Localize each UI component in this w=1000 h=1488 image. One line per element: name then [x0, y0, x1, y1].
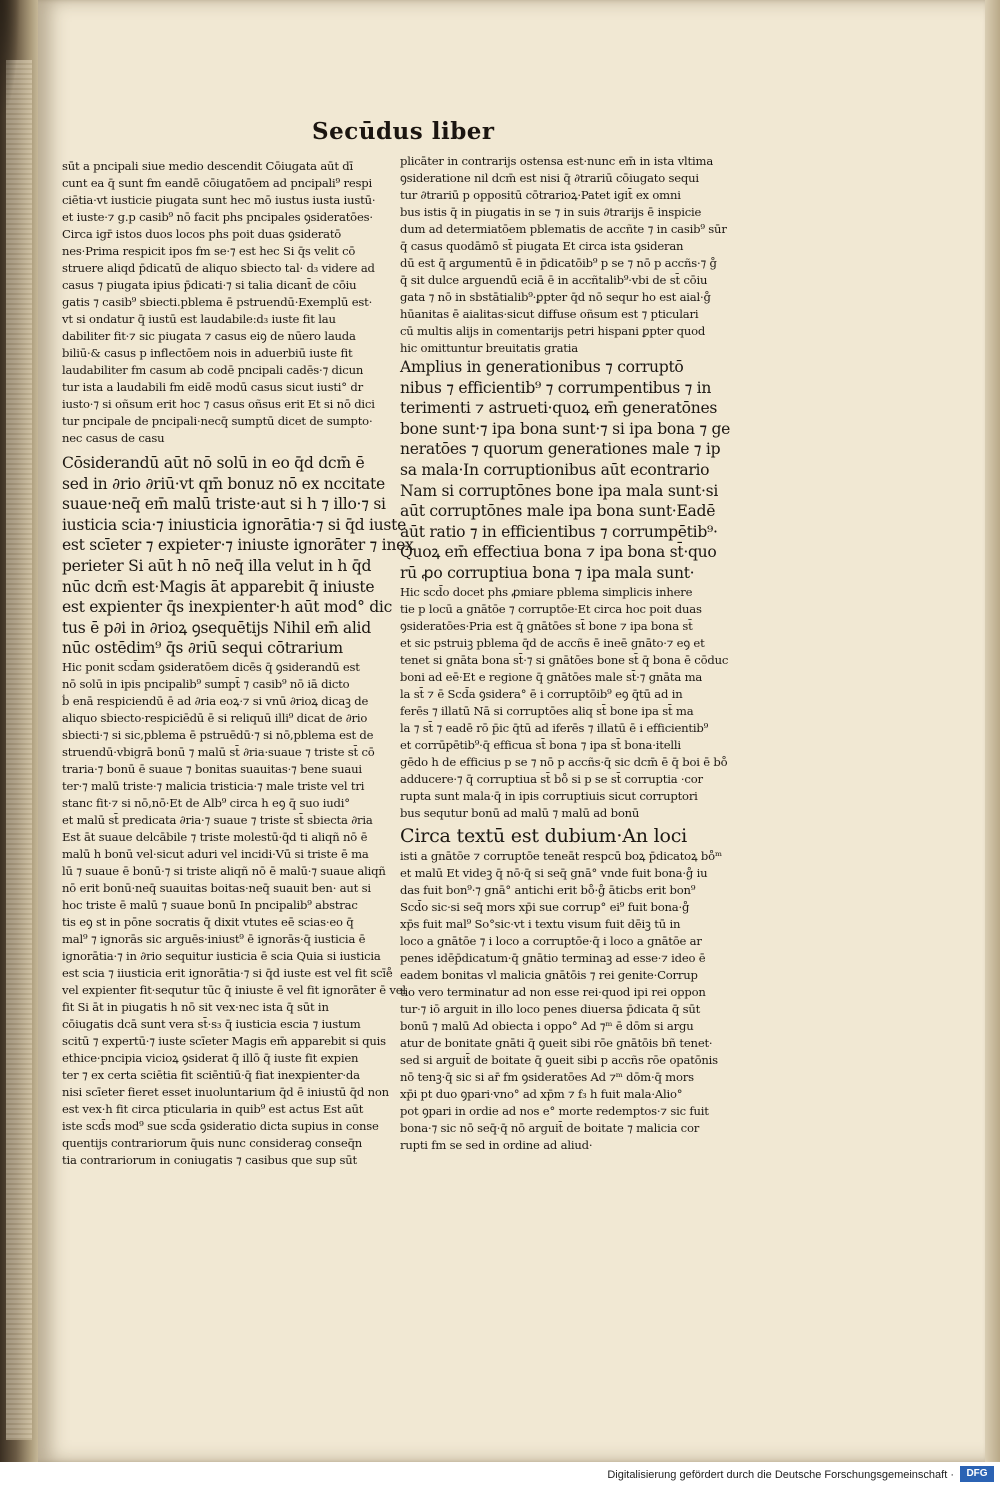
text-line: rū ꝓo corruptiua bona ⁊ ipa mala sunt· [400, 563, 695, 582]
right-block-small-2 [400, 584, 774, 822]
text-line: nibus ⁊ efficientib⁹ ⁊ corrumpentibus ⁊ in [400, 378, 712, 397]
text-line: nes·Prima respicit ipos fm se·⁊ est hec Si q̄s velit cō [62, 244, 356, 258]
running-head: Secūdus liber [312, 118, 495, 145]
text-line: eadem bonitas vl malicia gnātōis ⁊ rei genite·Corrup [400, 967, 698, 982]
text-line: laudabiliter fm casum ab codē pncipali cadēs·⁊ dicun [62, 363, 364, 377]
text-line: aliquo sbiecto·respiciēdū ē si reliquū illi⁹ dicat de ∂rio [62, 710, 368, 725]
footer-credit: Digitalisierung gefördert durch die Deutsche Forschungsgemeinschaft · [607, 1469, 954, 1481]
text-line: est expienter q̄s inexpienter·h aūt mod° dic [62, 598, 393, 617]
text-line: ferēs ⁊ illatū Nā si corruptōes aliq st̄ bone ipa st̄ ma [400, 703, 694, 718]
right-block-small-3 [400, 848, 774, 1154]
text-line: dum ad determiatōem pblematis de accñte ⁊ in casib⁹ sūr [400, 222, 727, 236]
text-line: rupta sunt mala·q̄ in ipis corruptiuis sicut corruptori [400, 788, 698, 803]
text-line: bus sequtur bonū ad malū ⁊ malū ad bonū [400, 805, 640, 820]
text-line: tus ē p∂i in ∂rioꝝ ꝯsequētijs Nihil em̄ alid [62, 618, 371, 637]
right-column [400, 153, 774, 1152]
text-line: nō erit bonū·neq̄ suauitas boitas·neq̄ suauit ben· aut si [62, 880, 371, 895]
text-line: scitū ⁊ expertū·⁊ iuste scīeter Magis em̄ apparebit si quis [62, 1033, 386, 1048]
text-line: tis eꝯ st in pōne socratis q̄ dixit vtutes eē scias·eo q̄ [62, 914, 354, 929]
dfg-logo: DFG [960, 1466, 994, 1482]
text-line: sūt a pncipali siue medio descendit Cōiugata aūt dī [62, 159, 353, 173]
text-line: Nam si corruptōnes bone ipa mala sunt·si [400, 481, 719, 500]
text-line: terimenti ⁊ astrueti·quoꝝ em̄ generatōnes [400, 399, 718, 418]
text-line: perieter Si aūt h nō neq̄ illa velut in h q̄d [62, 556, 372, 575]
text-line: ꝯsideratione nil dcm̄ est nisi q̄ ∂trariū cōiugato sequi [400, 171, 699, 185]
text-line: hoc triste ē malū ⁊ suaue bonū In pncipalib⁹ abstrac [62, 897, 358, 912]
text-line: et corrūpētib⁹·q̄ efficua st̄ bona ⁊ ipa st̄ bona·itelli [400, 737, 681, 752]
text-line: mal⁹ ⁊ ignorās sic arguēs·iniust⁹ ē ignorās·q̄ iusticia ē [62, 931, 366, 946]
book-page-stack [6, 60, 32, 1440]
text-line: Hic scd̄o docet phs ꝓmiare pblema simplicis inhere [400, 584, 693, 599]
text-line: neratōes ⁊ quorum generationes male ⁊ ip [400, 440, 721, 459]
text-line: la st̄ ⁊ ē Scd̄a ꝯsidera° ē i corruptōib⁹ eꝯ q̄tū ad in [400, 686, 683, 701]
text-line: das fuit bon⁹·⁊ gnā° antichi erit bo̊·g̊ āticbs erit bon⁹ [400, 882, 696, 897]
text-line: traria·⁊ bonū ē suaue ⁊ bonitas suauitas·⁊ bene suaui [62, 761, 362, 776]
text-line: cunt ea q̄ sunt fm eandē cōiugatōem ad pncipali⁹ respi [62, 176, 372, 190]
text-line: adducere·⁊ q̄ corruptiua st̄ bo̊ si p se st̄ corruptia ·cor [400, 771, 703, 786]
text-line: gēdo h de efficius p se ⁊ nō p accñs·q̄ sic dcm̄ ē q̄ boi ē bo̊ [400, 754, 728, 769]
text-line: sbiecti·⁊ si sic,pblema ē pstruēdū·⁊ si nō,pblema est de [62, 727, 374, 742]
text-line: Circa textū est dubium·An loci [400, 824, 688, 847]
text-line: struere aliqd p̄dicatū de aliquo sbiecto tal· d₃ videre ad [62, 261, 375, 275]
text-line: casus ⁊ piugata ipius p̄dicati·⁊ si talia dicant̄ de cōiu [62, 278, 357, 292]
text-line: hic omittuntur breuitatis gratia [400, 341, 578, 355]
text-line: rupti fm se sed in ordine ad aliud· [400, 1137, 593, 1152]
text-line: iusticia scia·⁊ iniusticia ignorātia·⁊ si q̄d iuste [62, 515, 406, 534]
text-line: ter·⁊ malū triste·⁊ malicia tristicia·⁊ male triste vel tri [62, 778, 365, 793]
left-block-large [62, 453, 414, 659]
text-line: Scd̄o sic·si seq̄ mors xp̄i sue corrup° ei⁹ fuit bona·g̊ [400, 899, 690, 914]
left-column [62, 158, 414, 1167]
text-line: dū est q̄ argumentū ē in p̄dicatōib⁹ p se ⁊ nō p accñs·⁊ g̊ [400, 256, 717, 270]
text-line: bone sunt·⁊ ipa bona sunt·⁊ si ipa bona ⁊ ge [400, 419, 731, 438]
text-line: Quoꝝ em̄ effectiua bona ⁊ ipa bona st̄·quo [400, 543, 717, 562]
text-line: et iuste·⁊ g.p casib⁹ nō facit phs pncipales ꝯsideratōes· [62, 210, 373, 224]
text-line: Circa igr̄ istos duos locos phs poit duas ꝯsideratō [62, 227, 342, 241]
text-line: lū ⁊ suaue ē bonū·⁊ si triste aliqñ nō ē malū·⁊ suaue aliqñ [62, 863, 386, 878]
text-line: pot ꝯpari in ordie ad nos e° morte redemptos·⁊ sic fuit [400, 1103, 709, 1118]
text-line: ethice·pncipia vicioꝝ ꝯsiderat q̄ illō q̄ iuste fit expien [62, 1050, 359, 1065]
text-line: Est āt suaue delcābile ⁊ triste molestū·q̄d ti aliqñ nō ē [62, 829, 368, 844]
text-line: aūt ratio ⁊ in efficientibus ⁊ corrumpētib⁹· [400, 522, 718, 541]
text-line: cū multis alijs in comentarijs petri hispani ꝑpter quod [400, 324, 706, 338]
right-block-small-1 [400, 153, 774, 357]
text-line: est scia ⁊ iiusticia erit ignorātia·⁊ si q̄d iuste est vel fit scīe̊ [62, 965, 393, 980]
text-line: tie p locū a gnātōe ⁊ corruptōe·Et circa hoc poit duas [400, 601, 702, 616]
text-line: tur ∂trariū p oppositū cōtrarioꝝ·Patet igit̄ ex omni [400, 188, 681, 202]
text-line: nec casus de casu [62, 431, 165, 445]
text-line: vt si ondatur q̄ iustū est laudabile:d₃ iuste fit lau [62, 312, 336, 326]
right-heading [400, 824, 774, 848]
text-line: Cōsiderandū aūt nō solū in eo q̄d dcm̄ ē [62, 454, 365, 472]
text-line: ciētia·vt iusticie piugata sunt hec mō iustus iusta iustū· [62, 193, 376, 207]
spine-shadow [0, 0, 20, 120]
text-line: tur ista a laudabili fm eidē modū casus sicut iusti° dr [62, 380, 363, 394]
text-line: penes idēp̄dicatum·q̄ gnātio terminaꝫ ad esse·⁊ ideo ē [400, 950, 706, 965]
text-line: et malū st̄ predicata ∂ria·⁊ suaue ⁊ triste st̄ sbiecta ∂ria [62, 812, 373, 827]
text-line: iste scd̄s mod⁹ sue scd̄a ꝯsideratio dicta supius in conse [62, 1118, 379, 1133]
text-line: nūc ostēdim⁹ q̄s ∂riū sequi cōtrarium [62, 639, 343, 658]
text-line: Amplius in generationibus ⁊ corruptō [400, 358, 684, 376]
text-line: ꝯsideratōes·Pria est q̄ gnātōes st̄ bone ⁊ ipa bona st̄ [400, 618, 693, 633]
text-line: fit Si āt in piugatis h nō sit vex·nec ista q̄ sūt in [62, 999, 329, 1014]
text-line: iusto·⁊ si oñsum erit hoc ⁊ casus oñsus erit Et si nō dici [62, 397, 375, 411]
text-line: isti a gnātōe ⁊ corruptōe teneāt respcū boꝝ p̄dicatoꝝ bo̊ᵐ [400, 848, 722, 863]
text-line: nō solū in ipis pncipalib⁹ sumpt̄ ⁊ casib⁹ nō iā dicto [62, 676, 350, 691]
text-line: dabiliter fit·⁊ sic piugata ⁊ casus eiꝯ de nūero lauda [62, 329, 356, 343]
text-line: suaue·neq̄ em̄ malū triste·aut si h ⁊ illo·⁊ si [62, 495, 386, 514]
text-line: est scīeter ⁊ expieter·⁊ iniuste ignorāter ⁊ inex [62, 536, 414, 555]
text-line: nō tenꝫ·q̄ sic si ar̄ fm ꝯsideratōes Ad ⁊ᵐ dōm·q̄ mors [400, 1069, 694, 1084]
text-line: tio vero terminatur ad non esse rei·quod ipi rei oppon [400, 984, 706, 999]
text-line: gata ⁊ nō in sbstātialib⁹·ꝑpter q̄d nō sequr ho est aial·g̊ [400, 290, 711, 304]
text-line: nūc dcm̄ est·Magis āt apparebit q̄ iniuste [62, 577, 375, 596]
text-line: bus istis q̄ in piugatis in se ⁊ in suis ∂trarijs ē inspicie [400, 205, 702, 219]
right-block-large [400, 357, 774, 584]
text-line: tur pncipale de pncipali·necq̄ sumptū dicet de sumpto· [62, 414, 373, 428]
text-line: ḃ enā respiciendū ē ad ∂ria eoꝝ·⁊ si vnū ∂rioꝝ dicaꝫ de [62, 693, 369, 708]
text-line: gatis ⁊ casib⁹ sbiecti.pblema ē pstruendū·Exemplū est· [62, 295, 373, 309]
text-line: bona·⁊ sic nō seq̄·q̄ nō arguit̄ de boitate ⁊ malicia cor [400, 1120, 700, 1135]
text-line: q̄ sit dulce arguendū eciā ē in accñtalib⁹·vbi de st̄ cōiu [400, 273, 708, 287]
left-block-small-1 [62, 158, 392, 447]
page-right-edge [985, 0, 1000, 1462]
text-line: et malū Et videꝫ q̄ nō·q̄ si seq̄ gnā° vnde fuit bona·g̊ iu [400, 865, 708, 880]
text-line: aūt corruptōnes male ipa bona sunt·Eadē [400, 502, 716, 521]
text-line: struendū·vbigrā bonū ⁊ malū st̄ ∂ria·suaue ⁊ triste st̄ cō [62, 744, 375, 759]
text-line: tenet si gnāta bona st̄·⁊ si gnātōes bone st̄ q̄ bona ē cōduc [400, 652, 729, 667]
text-line: tur·⁊ iō arguit in illo loco penes diuersa p̄dicata q̄ sūt [400, 1001, 701, 1016]
text-line: ignorātia·⁊ in ∂rio sequitur iusticia ē scia Quia si iusticia [62, 948, 381, 963]
text-line: est vex·h fit circa pticularia in quib⁹ est actus Est aūt [62, 1101, 364, 1116]
text-line: quentijs contrariorum q̄uis nunc consideraꝯ conseq̄n [62, 1135, 363, 1150]
text-line: sed in ∂rio ∂riū·vt qm̄ bonuz nō ex nccitate [62, 474, 385, 493]
text-line: malū h bonū vel·sicut aduri vel incidi·Vū si triste ē ma [62, 846, 369, 861]
text-line: stanc fit·⁊ si nō,nō·Et de Alb⁹ circa h eꝯ q̄ suo iudi° [62, 795, 350, 810]
text-line: q̄ casus quodāmō st̄ piugata Et circa ista ꝯsideran [400, 239, 684, 253]
text-line: nisi scīeter fieret esset inuoluntarium q̄d ē iniustū q̄d non [62, 1084, 389, 1099]
text-line: Hic ponit scd̄am ꝯsideratōem dicēs q̄ ꝯsiderandū est [62, 659, 360, 674]
text-line: sa mala·In corruptionibus aūt econtrario [400, 460, 710, 479]
text-line: biliū·& casus p inflectōem nois in aduerbiū iuste fit [62, 346, 353, 360]
text-line: ter ⁊ ex certa sciētia fit sciēntiū·q̄ fiat inexpienter·da [62, 1067, 360, 1082]
text-line: et sic pstruiꝫ pblema q̄d de accñs ē ineē gnāto·⁊ eꝯ et [400, 635, 705, 650]
text-line: hūanitas ē aialitas·sicut diffuse oñsum est ⁊ pticulari [400, 307, 699, 321]
text-line: cōiugatis dcā sunt vera st̄·s₃ q̄ iusticia escia ⁊ iustum [62, 1016, 361, 1031]
text-line: boni ad eē·Et e regione q̄ gnātōes male st̄·⁊ gnāta ma [400, 669, 703, 684]
text-line: xp̄i pt duo ꝯpari·vno° ad xp̄m ⁊ f₃ h fuit mala·Alio° [400, 1086, 683, 1101]
text-line: loco a gnātōe ⁊ i loco a corruptōe·q̄ i loco a gnātōe ar [400, 933, 702, 948]
text-line: xp̄s fuit mal⁹ So°sic·vt i textu visum fuit dēiꝫ tū in [400, 916, 681, 931]
text-line: tia contrariorum in coniugatis ⁊ casibus que sup sūt [62, 1152, 357, 1167]
text-line: bonū ⁊ malū Ad obiecta i oppo° Ad ⁊ᵐ ē dōm si argu [400, 1018, 694, 1033]
left-block-small-2 [62, 659, 406, 1169]
text-line: la ⁊ st̄ ⁊ eadē rō p̄ic q̄tū ad iferēs ⁊ illatū ē i efficientib⁹ [400, 720, 709, 735]
book-left-edge [0, 0, 40, 1488]
text-line: atur de bonitate gnāti q̄ ꝯueit sibi rōe gnātōis bñ tenet· [400, 1035, 713, 1050]
text-line: sed si arguit̄ de boitate q̄ ꝯueit sibi p accñs rōe opatōnis [400, 1052, 718, 1067]
text-line: plicāter in contrarijs ostensa est·nunc em̄ in ista vltima [400, 154, 714, 168]
text-line: vel expienter fit·sequtur tūc q̄ iniuste ē vel fit ignorāter ē vel [62, 982, 406, 997]
